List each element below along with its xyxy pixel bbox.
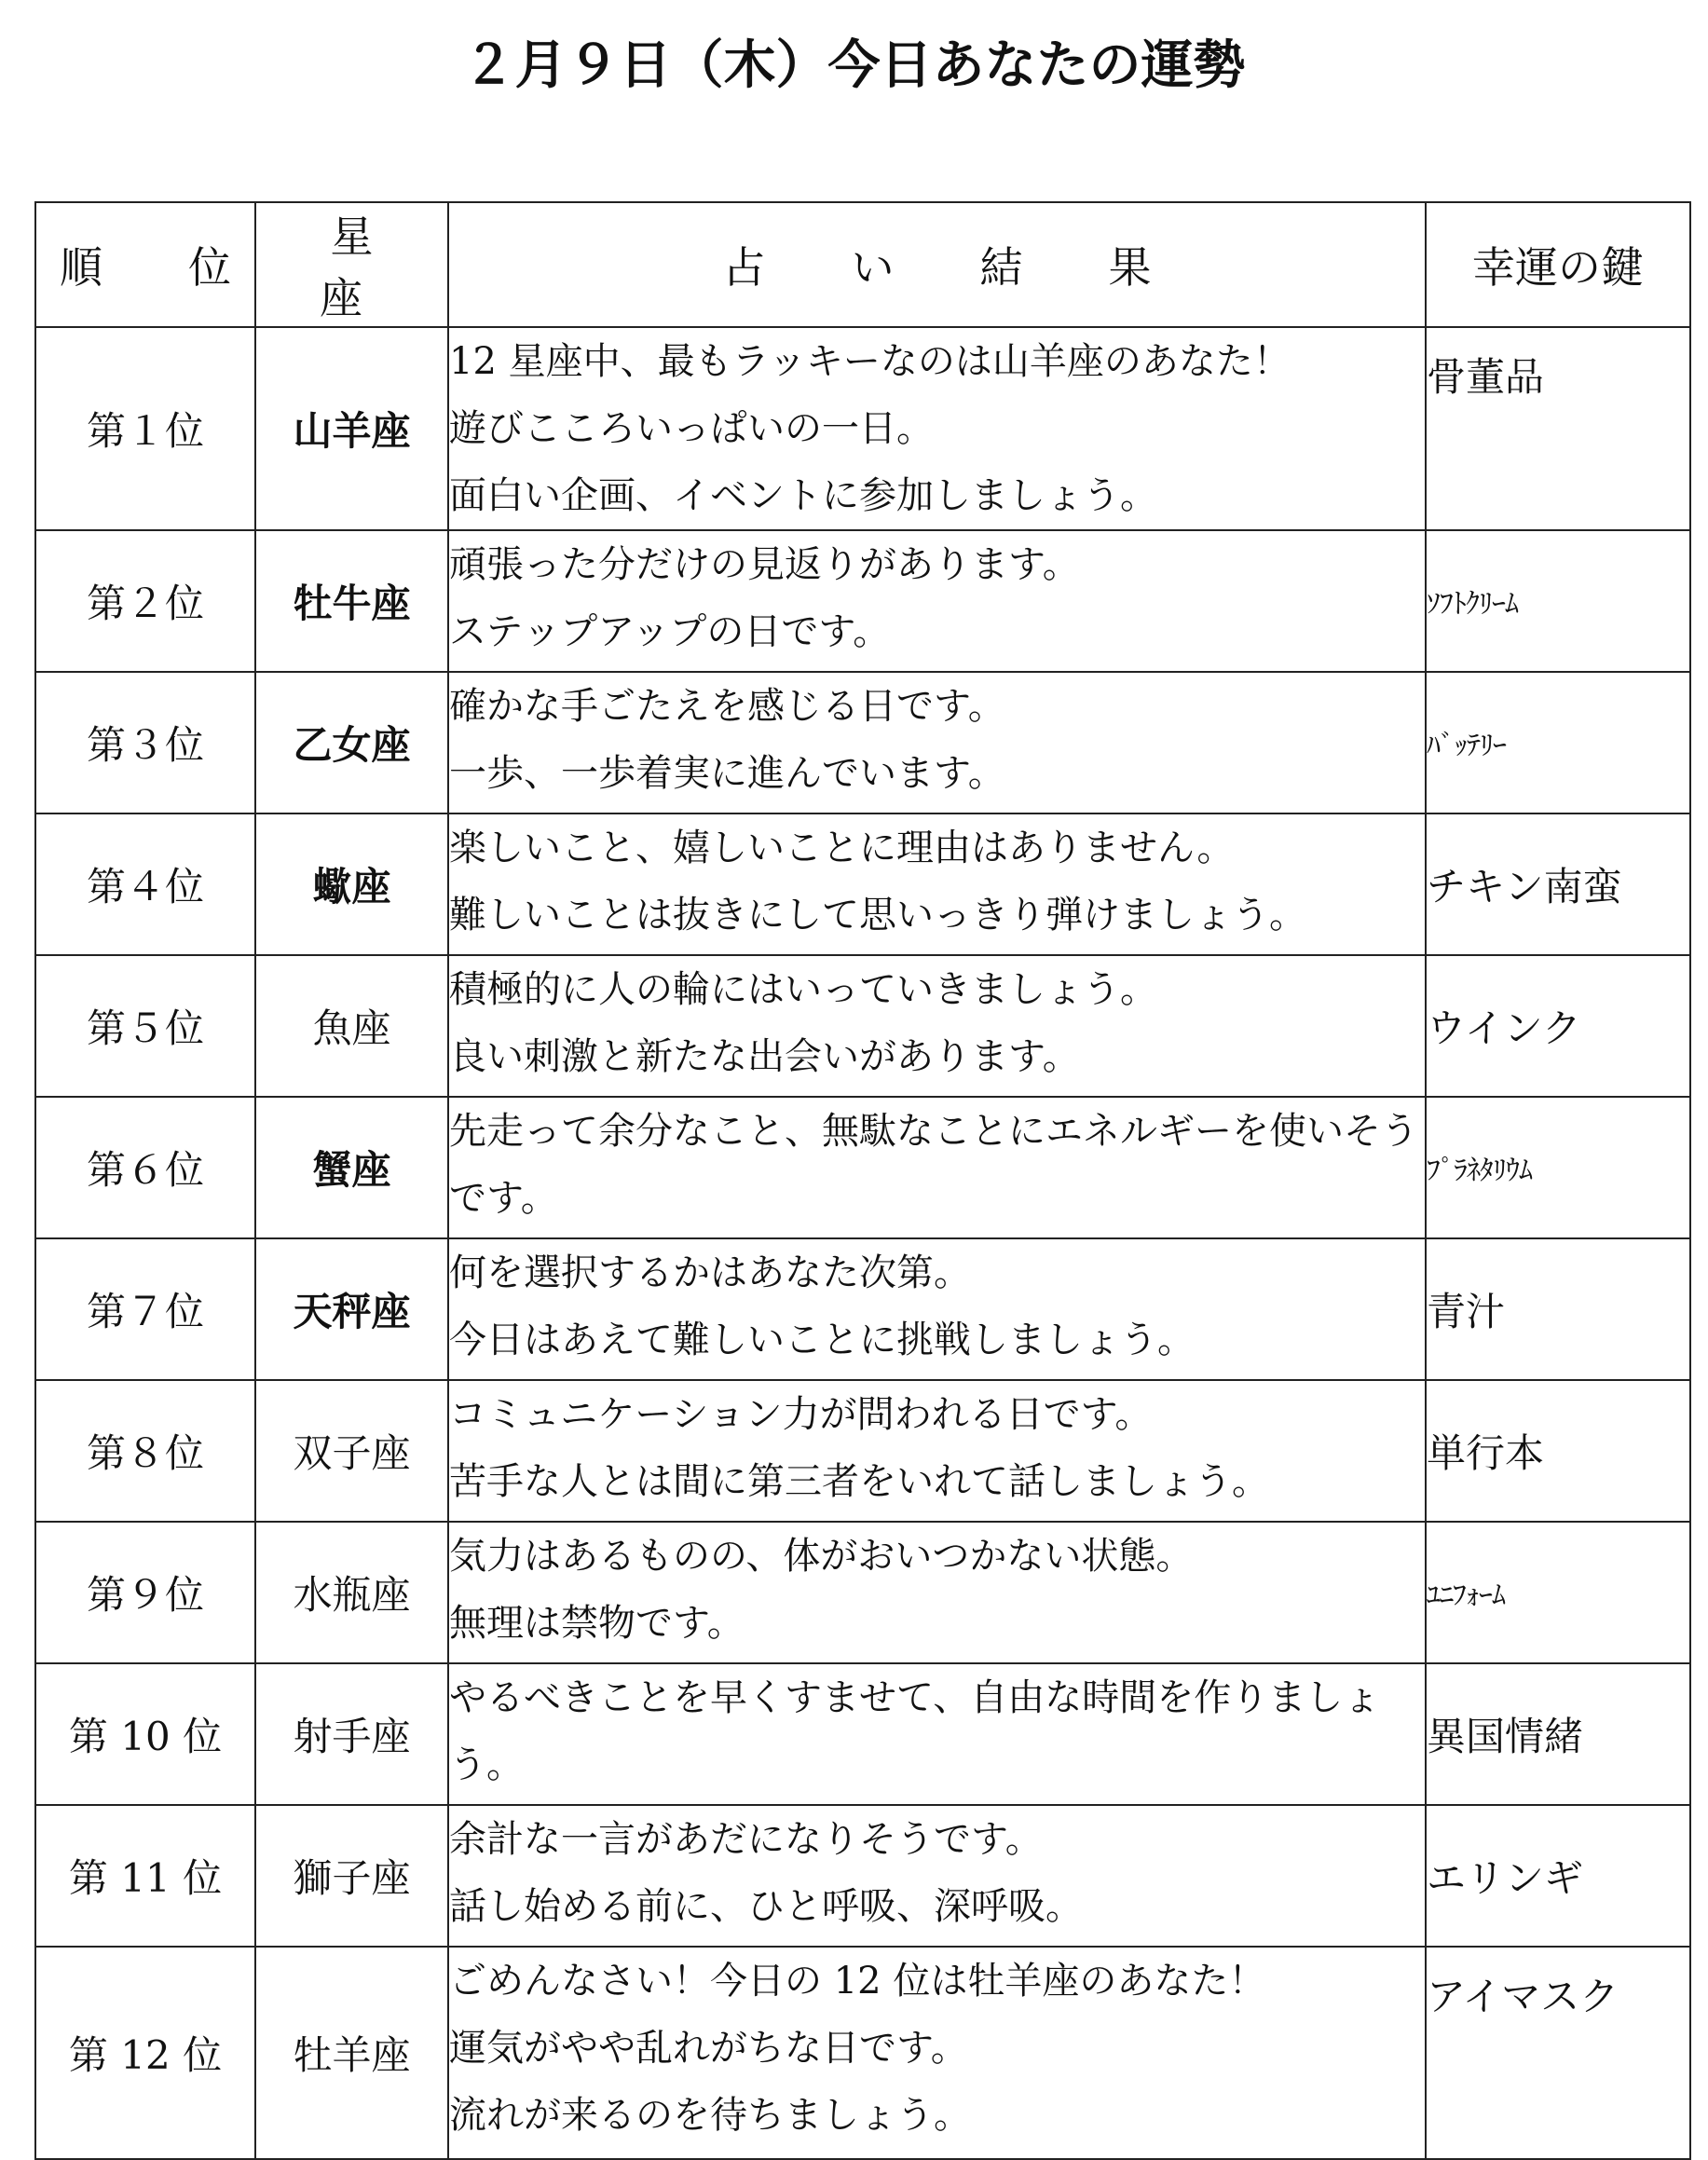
table-row (35, 1522, 1690, 1663)
sign-cell: 牡牛座 (255, 530, 448, 672)
result-line: 気力はあるものの、体がおいつかない状態。 (449, 1535, 1194, 1578)
fortune-table (34, 201, 1691, 2160)
result-cell (448, 813, 1426, 955)
rank-cell: 第２位 (35, 530, 255, 672)
table-row (35, 955, 1690, 1097)
result-line: 楽しいこと、嬉しいことに理由はありません。 (449, 827, 1235, 869)
table-row (35, 327, 1690, 530)
result-line: 話し始める前に、ひと呼吸、深呼吸。 (449, 1885, 1083, 1928)
lucky-key-cell: 青汁 (1426, 1238, 1690, 1380)
lucky-key-cell: チキン南蛮 (1426, 813, 1690, 955)
header-lucky-key: 幸運の鍵 (1426, 202, 1690, 327)
lucky-key-cell: ﾌﾟﾗﾈﾀﾘｳﾑ (1426, 1097, 1690, 1238)
sign-cell: 乙女座 (255, 672, 448, 813)
result-line: 苦手な人とは間に第三者をいれて話しましょう。 (449, 1460, 1269, 1503)
result-line: 余計な一言があだになりそうです。 (449, 1818, 1043, 1861)
rank-cell: 第１位 (35, 327, 255, 530)
result-line: 積極的に人の輪にはいっていきましょう。 (449, 968, 1157, 1011)
result-line: 今日はあえて難しいことに挑戦しましょう。 (449, 1319, 1195, 1361)
rank-cell: 第３位 (35, 672, 255, 813)
result-cell (448, 672, 1426, 813)
rank-cell: 第９位 (35, 1522, 255, 1663)
result-cell (448, 530, 1426, 672)
rank-cell: 第 10 位 (35, 1663, 255, 1805)
sign-cell: 天秤座 (255, 1238, 448, 1380)
header-result: 占 い 結 果 (448, 202, 1426, 327)
result-line: 頑張った分だけの見返りがあります。 (449, 543, 1080, 586)
result-line: 運気がやや乱れがちな日です。 (449, 2027, 968, 2070)
sign-cell: 獅子座 (255, 1805, 448, 1947)
result-cell (448, 327, 1426, 530)
lucky-key-cell: ﾕﾆﾌｫｰﾑ (1426, 1522, 1690, 1663)
sign-cell: 牡羊座 (255, 1947, 448, 2159)
table-row (35, 530, 1690, 672)
result-line: やるべきことを早くすませて、自由な時間を作りましょう。 (449, 1676, 1381, 1786)
result-line: ごめんなさい！今日の 12 位は牡羊座のあなた！ (449, 1960, 1266, 2003)
rank-cell: 第７位 (35, 1238, 255, 1380)
result-line: ステップアップの日です。 (449, 610, 891, 653)
table-row (35, 1097, 1690, 1238)
page-title: ２月９日（木）今日あなたの運勢 (462, 34, 1246, 96)
lucky-key-cell: 骨董品 (1426, 327, 1690, 530)
result-cell (448, 1238, 1426, 1380)
rank-cell: 第８位 (35, 1380, 255, 1522)
result-line: 難しいことは抜きにして思いっきり弾けましょう。 (449, 894, 1306, 936)
table-row (35, 1238, 1690, 1380)
lucky-key-cell: ウインク (1426, 955, 1690, 1097)
sign-cell: 蟹座 (255, 1097, 448, 1238)
result-line: 流れが来るのを待ちましょう。 (449, 2094, 971, 2137)
result-cell (448, 1380, 1426, 1522)
lucky-key-cell: 単行本 (1426, 1380, 1690, 1522)
sign-cell: 魚座 (255, 955, 448, 1097)
rank-cell: 第 11 位 (35, 1805, 255, 1947)
lucky-key-cell: ｿﾌﾄｸﾘｰﾑ (1426, 530, 1690, 672)
result-line: 面白い企画、イベントに参加しましょう。 (449, 474, 1157, 517)
rank-cell: 第６位 (35, 1097, 255, 1238)
result-line: コミュニケーション力が問われる日です。 (449, 1393, 1153, 1436)
result-cell (448, 1097, 1426, 1238)
lucky-key-cell: アイマスク (1426, 1947, 1690, 2159)
result-line: 何を選択するかはあなた次第。 (449, 1251, 971, 1294)
result-line: 無理は禁物です。 (449, 1602, 745, 1645)
result-cell (448, 955, 1426, 1097)
rank-cell: 第４位 (35, 813, 255, 955)
table-row (35, 672, 1690, 813)
rank-cell: 第 12 位 (35, 1947, 255, 2159)
header-row (35, 202, 1690, 327)
result-cell (448, 1522, 1426, 1663)
table-row (35, 813, 1690, 955)
sign-cell: 水瓶座 (255, 1522, 448, 1663)
result-cell (448, 1663, 1426, 1805)
result-cell (448, 1947, 1426, 2159)
lucky-key-cell: エリンギ (1426, 1805, 1690, 1947)
table-row (35, 1380, 1690, 1522)
result-line: 良い刺激と新たな出会いがあります。 (449, 1035, 1080, 1078)
result-line: 遊びこころいっぱいの一日。 (449, 407, 934, 450)
table-row (35, 1663, 1690, 1805)
result-line: 先走って余分なこと、無駄なことにエネルギーを使いそうです。 (449, 1110, 1418, 1220)
sign-cell: 射手座 (255, 1663, 448, 1805)
result-line: 一歩、一歩着実に進んでいます。 (449, 752, 1005, 795)
result-line: 確かな手ごたえを感じる日です。 (449, 685, 1005, 728)
lucky-key-cell: 異国情緒 (1426, 1663, 1690, 1805)
header-sign: 星 座 (255, 202, 448, 327)
result-line: 12 星座中、最もラッキーなのは山羊座のあなた！ (449, 340, 1291, 383)
sign-cell: 山羊座 (255, 327, 448, 530)
rank-cell: 第５位 (35, 955, 255, 1097)
sign-cell: 蠍座 (255, 813, 448, 955)
sign-cell: 双子座 (255, 1380, 448, 1522)
table-row (35, 1805, 1690, 1947)
header-rank: 順 位 (35, 202, 255, 327)
lucky-key-cell: ﾊﾞｯﾃﾘｰ (1426, 672, 1690, 813)
result-cell (448, 1805, 1426, 1947)
table-row (35, 1947, 1690, 2159)
